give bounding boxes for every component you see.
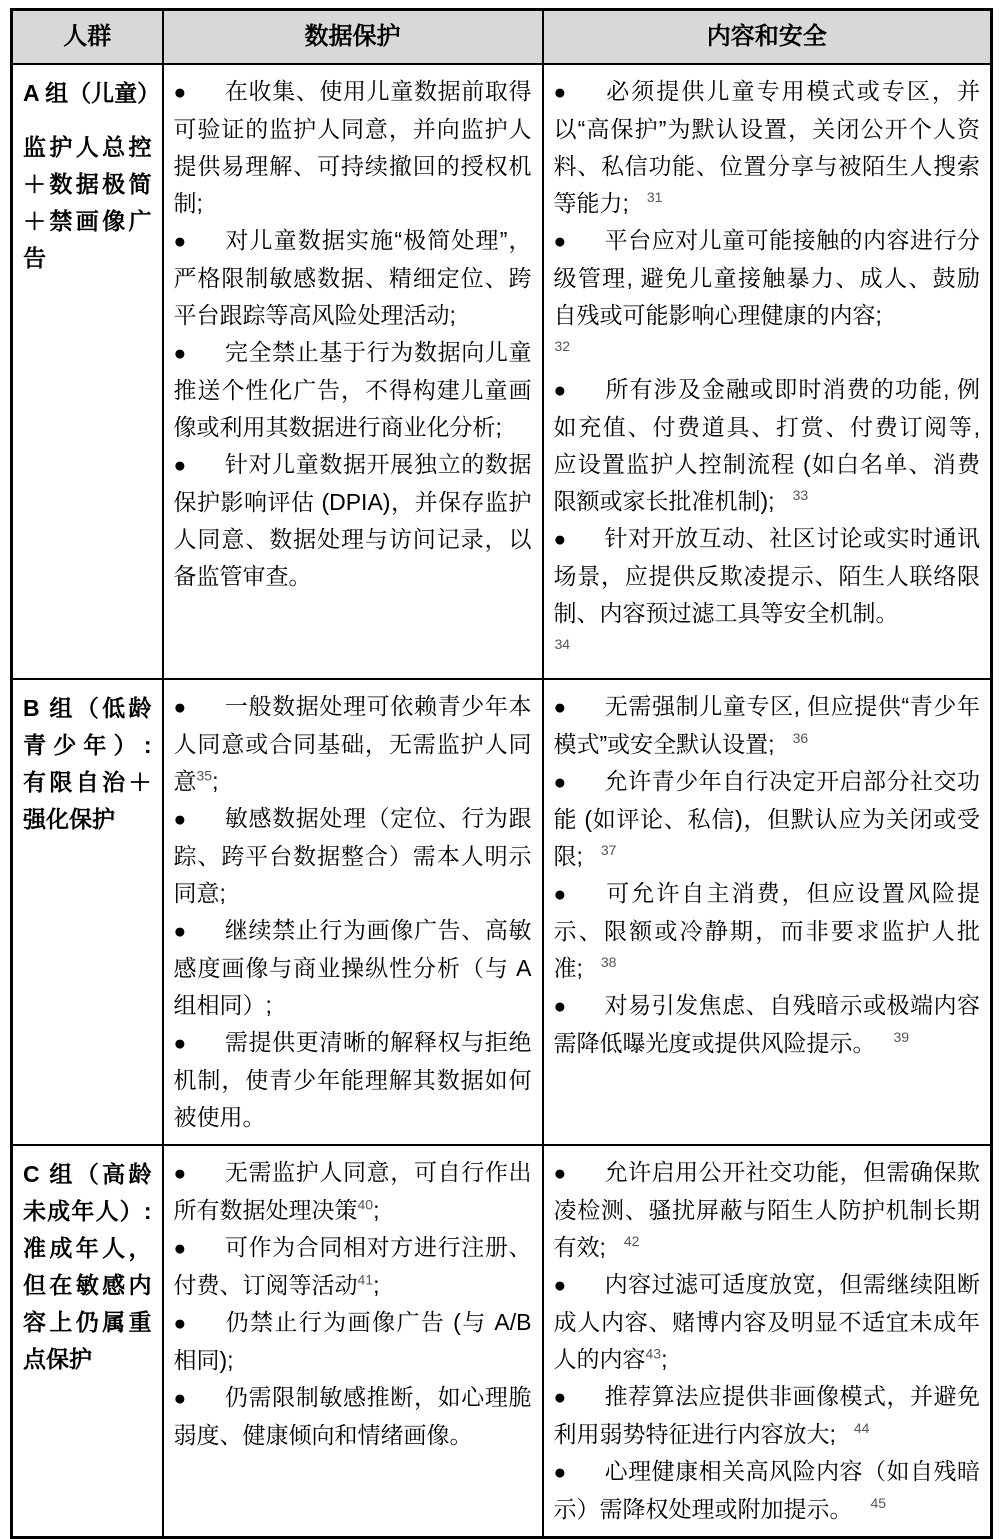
bullet-text: 完全禁止基于行为数据向儿童推送个性化广告，不得构建儿童画像或利用其数据进行商业化分析; [173,338,532,440]
bullet-text: 可允许自主消费，但应设置风险提示、限额或冷静期，而非要求监护人批准; [553,879,980,981]
bullet-text: 内容过滤可适度放宽，但需继续阻断成人内容、赌博内容及明显不适宜未成年人的内容 [553,1270,980,1372]
bullet-text: 必须提供儿童专用模式或专区，并以“高保护”为默认设置，关闭公开个人资料、私信功能、位置分享与被陌生人搜索等能力; [553,77,980,216]
footnote-ref: 45 [870,1494,887,1511]
bullet-text-tail: ; [373,1196,380,1223]
content-safety-cell [543,64,992,679]
group-cell [12,64,163,679]
bullet-icon: ● [553,1161,567,1185]
bullet-icon: ● [553,1460,567,1484]
bullet-item [174,334,532,446]
bullet-icon: ● [173,1161,187,1185]
bullet-icon: ● [553,80,567,104]
bullet-icon: ● [553,378,567,402]
bullet-item [174,1379,532,1454]
table-row [12,64,992,679]
column-header-content-safety: 内容和安全 [543,10,992,64]
column-header-group: 人群 [12,10,163,64]
group-cell [12,679,163,1145]
table-row [12,1145,992,1538]
table-header [12,10,992,64]
bullet-icon: ● [173,695,187,719]
bullet-item [174,446,532,595]
bullet-item [174,800,532,912]
bullet-text: 需提供更清晰的解释权与拒绝机制，使青少年能理解其数据如何被使用。 [173,1028,532,1130]
bullet-icon: ● [553,994,567,1018]
bullet-icon: ● [553,882,567,906]
group-label: B 组（低龄青少年）: 有限自治＋强化保护 [23,694,152,832]
bullet-icon: ● [553,1385,567,1409]
bullet-text: 推荐算法应提供非画像模式，并避免利用弱势特征进行内容放大; [553,1382,980,1447]
footnote-ref: 31 [646,188,663,205]
bullet-icon: ● [553,527,567,551]
bullet-icon: ● [173,1031,187,1055]
bullet-icon: ● [173,229,187,253]
bullet-item [554,222,981,371]
footnote-ref: 37 [600,841,617,858]
bullet-icon: ● [553,770,567,794]
data-protection-cell [163,1145,543,1538]
footnote-ref: 33 [792,486,809,503]
bullet-text: 一般数据处理可依赖青少年本人同意或合同基础，无需监护人同意 [173,692,532,794]
bullet-text: 所有涉及金融或即时消费的功能, 例如充值、付费道具、打赏、付费订阅等, 应设置监护人控制流程 (如白名单、消费限额或家长批准机制); [553,375,980,514]
bullet-item [174,222,532,334]
bullet-icon: ● [173,1386,187,1410]
table-row [12,679,992,1145]
content-safety-cell [543,1145,992,1538]
bullet-text: 针对开放互动、社区讨论或实时通讯场景，应提供反欺凌提示、陌生人联络限制、内容预过滤工具等安全机制。 [553,524,980,626]
bullet-text: 在收集、使用儿童数据前取得可验证的监护人同意，并向监护人提供易理解、可持续撤回的授权机制; [173,77,532,216]
footnote-ref: 39 [893,1028,910,1045]
header-row [12,10,992,64]
bullet-icon: ● [173,807,187,831]
bullet-icon: ● [173,80,187,104]
bullet-item [554,371,981,520]
bullet-item [174,1229,532,1304]
column-header-data-protection: 数据保护 [163,10,543,64]
bullet-text: 继续禁止行为画像广告、高敏感度画像与商业操纵性分析（与 A 组相同）; [173,916,532,1018]
footnote-ref: 32 [554,337,571,354]
group-label: A 组（儿童） [23,79,161,106]
footnote-ref: 35 [196,766,213,783]
bullet-item [174,73,532,222]
bullet-text: 针对儿童数据开展独立的数据保护影响评估 (DPIA)，并保存监护人同意、数据处理与访问记录，以备监管审查。 [173,450,532,589]
bullet-icon: ● [173,919,187,943]
bullet-text: 无需强制儿童专区, 但应提供“青少年模式”或安全默认设置; [553,692,980,757]
footnote-ref: 43 [645,1344,662,1361]
footnote-ref: 40 [357,1195,374,1212]
bullet-text: 可作为合同相对方进行注册、付费、订阅等活动 [173,1233,532,1298]
bullet-text: 仍禁止行为画像广告 (与 A/B 相同); [173,1308,532,1373]
bullet-item [554,1154,981,1266]
bullet-item [554,987,981,1062]
bullet-icon: ● [553,695,567,719]
bullet-item [554,763,981,875]
bullet-item [554,688,981,763]
bullet-icon: ● [553,1273,567,1297]
bullet-text: 心理健康相关高风险内容（如自残暗示）需降权处理或附加提示。 [553,1457,980,1522]
bullet-text: 敏感数据处理（定位、行为跟踪、跨平台数据整合）需本人明示同意; [173,804,532,906]
bullet-icon: ● [173,1311,187,1335]
bullet-text: 对儿童数据实施“极简处理”，严格限制敏感数据、精细定位、跨平台跟踪等高风险处理活动; [173,226,532,328]
bullet-item [174,1304,532,1379]
policy-table [10,8,993,1539]
bullet-icon: ● [553,229,567,253]
bullet-text: 仍需限制敏感推断，如心理脆弱度、健康倾向和情绪画像。 [173,1383,532,1448]
bullet-icon: ● [173,453,187,477]
bullet-text-tail: ; [373,1271,380,1298]
bullet-icon: ● [173,1236,187,1260]
bullet-icon: ● [173,341,187,365]
bullet-item [554,520,981,669]
table-body [12,64,992,1538]
content-safety-cell [543,679,992,1145]
bullet-item [174,1024,532,1136]
footnote-ref: 41 [357,1270,374,1287]
bullet-item [554,1266,981,1378]
bullet-item [174,1154,532,1229]
bullet-text-tail: ; [212,767,219,794]
bullet-text-tail: ; [661,1345,668,1372]
footnote-ref: 36 [792,729,809,746]
group-label: 监护人总控＋数据极简＋禁画像广告 [23,133,152,271]
footnote-ref: 38 [600,953,617,970]
bullet-text: 无需监护人同意，可自行作出所有数据处理决策 [173,1158,532,1223]
bullet-item [554,1378,981,1453]
bullet-text: 平台应对儿童可能接触的内容进行分级管理, 避免儿童接触暴力、成人、鼓励自残或可能影响心理健康的内容; [553,226,980,328]
data-protection-cell [163,64,543,679]
footnote-ref: 42 [623,1232,640,1249]
data-protection-cell [163,679,543,1145]
group-cell [12,1145,163,1538]
bullet-item [554,875,981,987]
footnote-ref: 44 [853,1419,870,1436]
bullet-item [174,912,532,1024]
group-label: C 组（高龄未成年人）: 准成年人，但在敏感内容上仍属重点保护 [23,1160,152,1372]
bullet-item [174,688,532,800]
footnote-ref: 34 [554,635,571,652]
bullet-text: 允许青少年自行决定开启部分社交功能 (如评论、私信)，但默认应为关闭或受限; [553,767,980,869]
bullet-text: 允许启用公开社交功能，但需确保欺凌检测、骚扰屏蔽与陌生人防护机制长期有效; [553,1158,980,1260]
bullet-item [554,73,981,222]
bullet-text: 对易引发焦虑、自残暗示或极端内容需降低曝光度或提供风险提示。 [553,991,980,1056]
bullet-item [554,1453,981,1528]
